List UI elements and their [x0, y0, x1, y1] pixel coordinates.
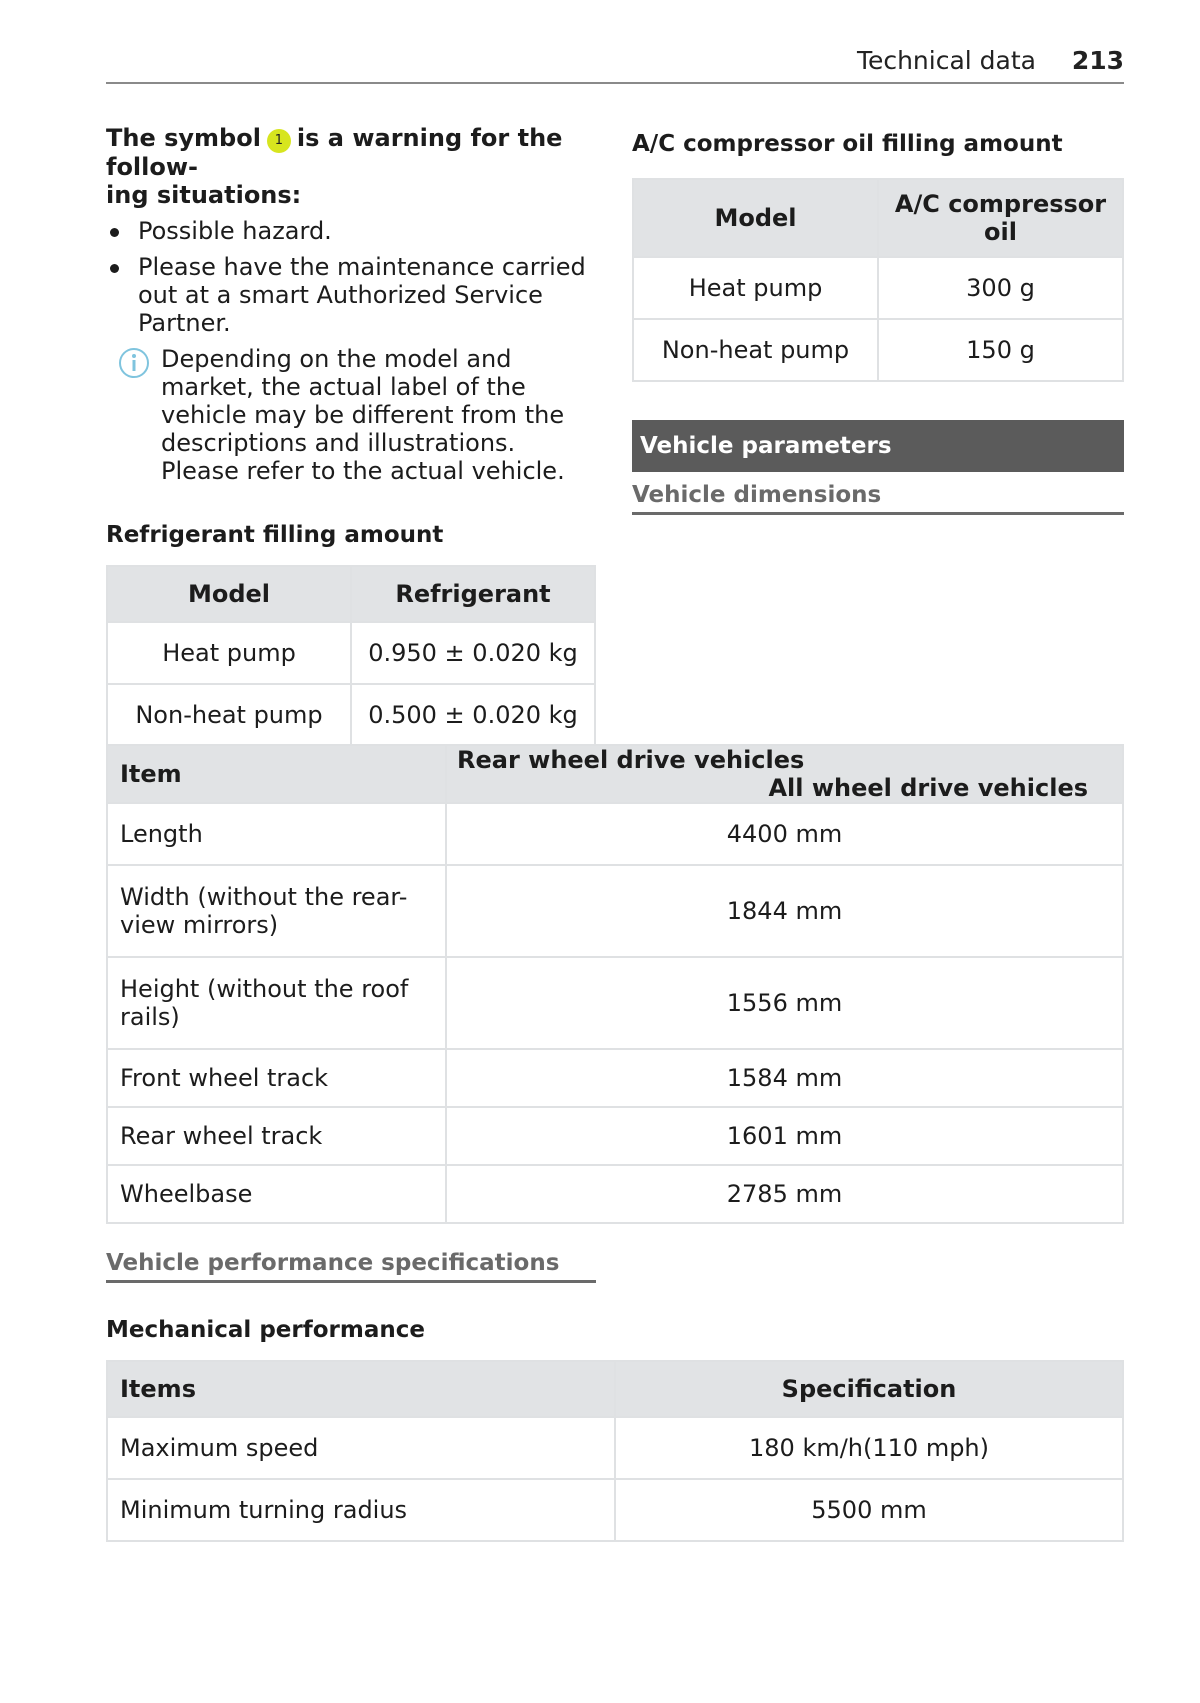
- dimensions-table: [106, 744, 1124, 1224]
- bullet-item: Please have the maintenance carried out at a smart Authorized Service Partner.: [106, 253, 596, 337]
- info-note-text: Depending on the model and market, the actual label of the vehicle may be different from the descriptions and illustrations. Please refer to the actual vehicle.: [161, 345, 565, 485]
- cell-value: 180 km/h(110 mph): [615, 1417, 1123, 1479]
- cell-value: 4400 mm: [446, 803, 1123, 865]
- warning-heading-pre: The symbol: [106, 124, 261, 152]
- ac-oil-table: [632, 178, 1124, 382]
- left-column: [106, 124, 596, 747]
- cell-value: 0.950 ± 0.020 kg: [351, 622, 595, 684]
- cell-value: 150 g: [878, 319, 1123, 381]
- cell-item: Minimum turning radius: [107, 1479, 615, 1541]
- table-row: [107, 1165, 1123, 1223]
- col-header-item: Item: [107, 745, 446, 803]
- col-header-model: Model: [107, 566, 351, 622]
- cell-value: 1556 mm: [446, 957, 1123, 1049]
- table-row: [107, 622, 595, 684]
- cell-value: 0.500 ± 0.020 kg: [351, 684, 595, 746]
- cell-model: Non-heat pump: [107, 684, 351, 746]
- table-row: [107, 1107, 1123, 1165]
- cell-item: Rear wheel track: [107, 1107, 446, 1165]
- cell-item: Front wheel track: [107, 1049, 446, 1107]
- cell-item: Maximum speed: [107, 1417, 615, 1479]
- bullet-item: Possible hazard.: [106, 217, 596, 245]
- table-row: [107, 684, 595, 746]
- warning-bullets: [106, 217, 596, 337]
- col-header-rwd: [446, 745, 1123, 803]
- warning-heading-post-2: ing situations:: [106, 181, 302, 209]
- table-row: [107, 1479, 1123, 1541]
- table-header-row: [107, 566, 595, 622]
- table-row: [633, 257, 1123, 319]
- vehicle-performance-link[interactable]: Vehicle performance specifications: [106, 1248, 596, 1283]
- warning-heading: [106, 124, 596, 209]
- cell-item: Wheelbase: [107, 1165, 446, 1223]
- cell-item: Length: [107, 803, 446, 865]
- performance-table: [106, 1360, 1124, 1542]
- table-row: [107, 1417, 1123, 1479]
- table-row: [107, 865, 1123, 957]
- cell-item: Height (without the roof rails): [107, 957, 446, 1049]
- info-icon: [118, 347, 150, 379]
- warning-symbol-icon: 1: [267, 129, 291, 153]
- col-header-refrigerant: Refrigerant: [351, 566, 595, 622]
- cell-value: 1601 mm: [446, 1107, 1123, 1165]
- vehicle-parameters-bar: Vehicle parameters: [632, 420, 1124, 472]
- table-row: [107, 803, 1123, 865]
- cell-model: Heat pump: [633, 257, 878, 319]
- warning-heading-post-1: is a warning for the follow-: [106, 124, 563, 181]
- cell-model: Heat pump: [107, 622, 351, 684]
- table-row: [107, 1049, 1123, 1107]
- cell-value: 2785 mm: [446, 1165, 1123, 1223]
- right-column: [632, 130, 1124, 515]
- cell-item: Width (without the rear-view mirrors): [107, 865, 446, 957]
- page-number: 213: [1071, 46, 1124, 75]
- table-header-row: [107, 1361, 1123, 1417]
- table-row: [633, 319, 1123, 381]
- col-header-oil: A/C compressor oil: [878, 179, 1123, 257]
- info-note: [106, 345, 596, 485]
- col-header-specification: Specification: [615, 1361, 1123, 1417]
- awd-label: All wheel drive vehicles: [768, 774, 1088, 802]
- cell-value: 1844 mm: [446, 865, 1123, 957]
- col-header-items: Items: [107, 1361, 615, 1417]
- table-header-row: [107, 745, 1123, 803]
- refrigerant-table: [106, 565, 596, 747]
- cell-value: 1584 mm: [446, 1049, 1123, 1107]
- mechanical-performance-title: Mechanical performance: [106, 1317, 425, 1343]
- table-row: [107, 957, 1123, 1049]
- rwd-label: Rear wheel drive vehicles: [457, 746, 805, 774]
- header-title: Technical data: [856, 46, 1036, 75]
- page-header: [106, 44, 1124, 84]
- table-header-row: [633, 179, 1123, 257]
- col-header-model: Model: [633, 179, 878, 257]
- refrigerant-title: Refrigerant filling amount: [106, 522, 444, 548]
- cell-value: 5500 mm: [615, 1479, 1123, 1541]
- vehicle-dimensions-link[interactable]: Vehicle dimensions: [632, 480, 1124, 515]
- cell-model: Non-heat pump: [633, 319, 878, 381]
- cell-value: 300 g: [878, 257, 1123, 319]
- ac-oil-title: A/C compressor oil filling amount: [632, 131, 1063, 157]
